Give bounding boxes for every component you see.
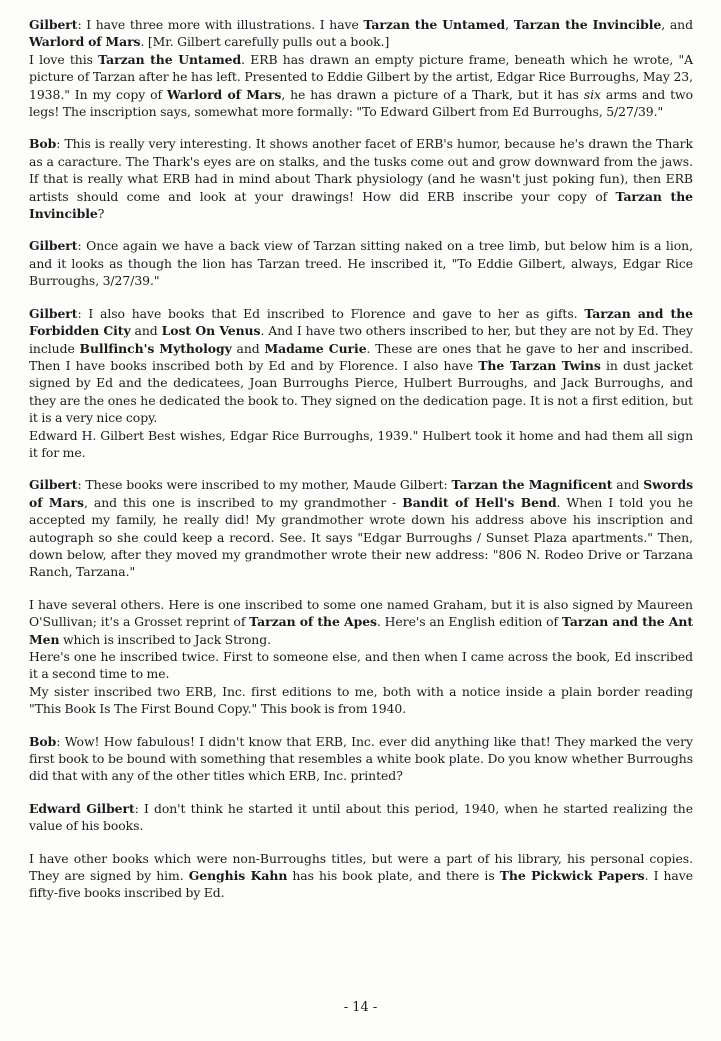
book-title: Tarzan and the Forbidden City <box>29 305 694 339</box>
text-run: . These are ones that he gave to her and inscribed. Then I have books inscribed both by Ed and by Florence. I also have <box>29 340 693 373</box>
text-run: and <box>231 340 265 356</box>
text-run: . When I told you he accepted my family, he really did! My grandmother wrote down his address above his inscription and autograph so she could keep a record. See. It says "Edgar Burroughs / Sunset Plaza apartments." Then, down below, after they moved my grandmother wrote their new address: "806 N. Rodeo Drive or Tarzana Ranch, Tarzana." <box>29 494 693 580</box>
text-run: My sister inscribed two ERB, Inc. first editions to me, both with a notice inside a plain border reading "This Book Is The First Bound Copy." This book is from 1940. <box>29 683 693 717</box>
text-run: : These books were inscribed to my mother, Maude Gilbert: <box>77 477 452 493</box>
text-run: , and this one is inscribed to my grandmother - <box>83 494 403 510</box>
text-run: : I don't think he started it until about this period, 1940, when he started realizing the value of his books. <box>29 800 693 834</box>
paragraph <box>29 850 693 902</box>
book-title: Tarzan the Untamed <box>98 51 242 67</box>
text-line <box>29 800 693 835</box>
text-line <box>29 850 693 902</box>
text-run: arms and two legs! The inscription says, somewhat more formally: "To Edward Gilbert from Ed Burroughs, 5/27/39." <box>29 86 693 120</box>
text-run: . Here's an English edition of <box>376 614 562 630</box>
book-title: Tarzan and the Ant Men <box>29 614 694 647</box>
book-title: Edward Gilbert <box>29 800 135 816</box>
paragraph <box>29 800 693 835</box>
text-run: : Once again we have a back view of Tarzan sitting naked on a tree limb, but below him is a lion, and it looks as though the lion has Tarzan treed. He inscribed it, "To Eddie Gilbert, always, Edgar Rice Burroughs, 3/27/39." <box>29 238 693 289</box>
text-line <box>29 427 693 462</box>
emphasis-text: six <box>583 86 601 102</box>
text-line <box>29 305 693 427</box>
book-title: Bandit of Hell's Bend <box>402 494 557 510</box>
text-line <box>29 16 693 51</box>
book-title: Swords of Mars <box>29 477 693 510</box>
book-title: Gilbert <box>29 305 78 321</box>
text-line <box>29 648 693 683</box>
book-title: Tarzan of the Apes <box>249 614 377 630</box>
text-run: which is inscribed to Jack Strong. <box>59 631 272 647</box>
text-run: in dust jacket signed by Ed and the dedicatees, Joan Burroughs Pierce, Hulbert Burroughs, and Jack Burroughs, and they are the ones he dedicated the book to. They signed on the dedication page. It is not a first edition, but it is a very nice copy. <box>29 357 693 426</box>
book-title: Madame Curie <box>264 340 367 356</box>
text-run: . [Mr. Gilbert carefully pulls out a book.] <box>140 34 390 50</box>
book-title: The Tarzan Twins <box>478 357 601 373</box>
paragraph <box>29 135 693 222</box>
text-run: and <box>612 477 644 493</box>
paragraph <box>29 596 693 718</box>
text-line <box>29 596 693 648</box>
text-run: . ERB has drawn an empty picture frame, beneath which he wrote, "A picture of Tarzan after he has left. Presented to Eddie Gilbert by the artist, Edgar Rice Burroughs, May 23, 1938." In my copy of <box>29 51 694 102</box>
book-title: Gilbert <box>29 477 78 493</box>
text-run: : I also have books that Ed inscribed to Florence and gave to her as gifts. <box>77 305 585 321</box>
book-title: The Pickwick Papers <box>499 868 645 884</box>
book-title: Gilbert <box>29 238 78 254</box>
book-title: Tarzan the Magnificent <box>451 477 613 493</box>
text-run: has his book plate, and there is <box>287 868 500 884</box>
text-run: I have several others. Here is one inscribed to some one named Graham, but it is also signed by Maureen O'Sullivan; it's a Grosset reprint of <box>29 596 693 630</box>
book-title: Bob <box>29 733 57 749</box>
text-run: : I have three more with illustrations. I have <box>77 17 364 32</box>
text-run: I have other books which were non-Burroughs titles, but were a part of his library, his personal copies. They are signed by him. <box>29 850 693 884</box>
text-run: and <box>130 323 162 339</box>
text-line <box>29 237 693 289</box>
text-line <box>29 683 693 718</box>
paragraph <box>29 16 693 120</box>
page-number: - 14 - <box>343 1000 378 1015</box>
text-run: Edward H. Gilbert Best wishes, Edgar Rice Burroughs, 1939." Hulbert took it home and had them all sign it for me. <box>29 427 693 460</box>
paragraph <box>29 476 693 580</box>
book-title: Warlord of Mars <box>166 86 282 102</box>
text-line <box>29 733 693 785</box>
paragraph <box>29 237 693 289</box>
book-title: Genghis Kahn <box>188 868 288 884</box>
text-run: . I have fifty-five books inscribed by Ed. <box>29 868 693 901</box>
paragraph <box>29 305 693 462</box>
text-run: Here's one he inscribed twice. First to someone else, and then when I came across the book, Ed inscribed it a second time to me. <box>29 649 693 682</box>
book-title: Tarzan the Invincible <box>29 188 693 222</box>
book-title: Lost On Venus <box>161 323 261 339</box>
text-run: ? <box>97 206 105 222</box>
book-title: Tarzan the Untamed <box>363 17 506 32</box>
text-run: I love this <box>29 51 99 67</box>
text-run: : Wow! How fabulous! I didn't know that ERB, Inc. ever did anything like that! They marked the very first book to be bound with something that resembles a white book plate. Do you know whether Burroughs did that with any of the other titles which ERB, Inc. printed? <box>29 733 693 784</box>
text-line <box>29 51 693 121</box>
book-title: Gilbert <box>29 17 78 32</box>
book-title: Bob <box>29 136 57 152</box>
paragraph <box>29 733 693 785</box>
article-body <box>29 16 693 902</box>
book-title: Tarzan the Invincible <box>513 17 662 32</box>
text-line <box>29 135 693 222</box>
book-title: Warlord of Mars <box>29 34 141 50</box>
text-run: , <box>505 17 514 32</box>
book-title: Bullfinch's Mythology <box>79 340 232 356</box>
text-run: , he has drawn a picture of a Thark, but it has <box>281 86 584 102</box>
text-run: , and <box>661 17 693 32</box>
text-run: . And I have two others inscribed to her, but they are not by Ed. They include <box>29 323 693 356</box>
text-line <box>29 476 693 580</box>
text-run: : This is really very interesting. It shows another facet of ERB's humor, because he's drawn the Thark as a caracture. The Thark's eyes are on stalks, and the tusks come out and grow downward from the jaws. If that is really what ERB had in mind about Thark physiology (and he wasn't just poking fun), then ERB artists should come and look at your drawings! How did ERB inscribe your copy of <box>29 136 693 204</box>
